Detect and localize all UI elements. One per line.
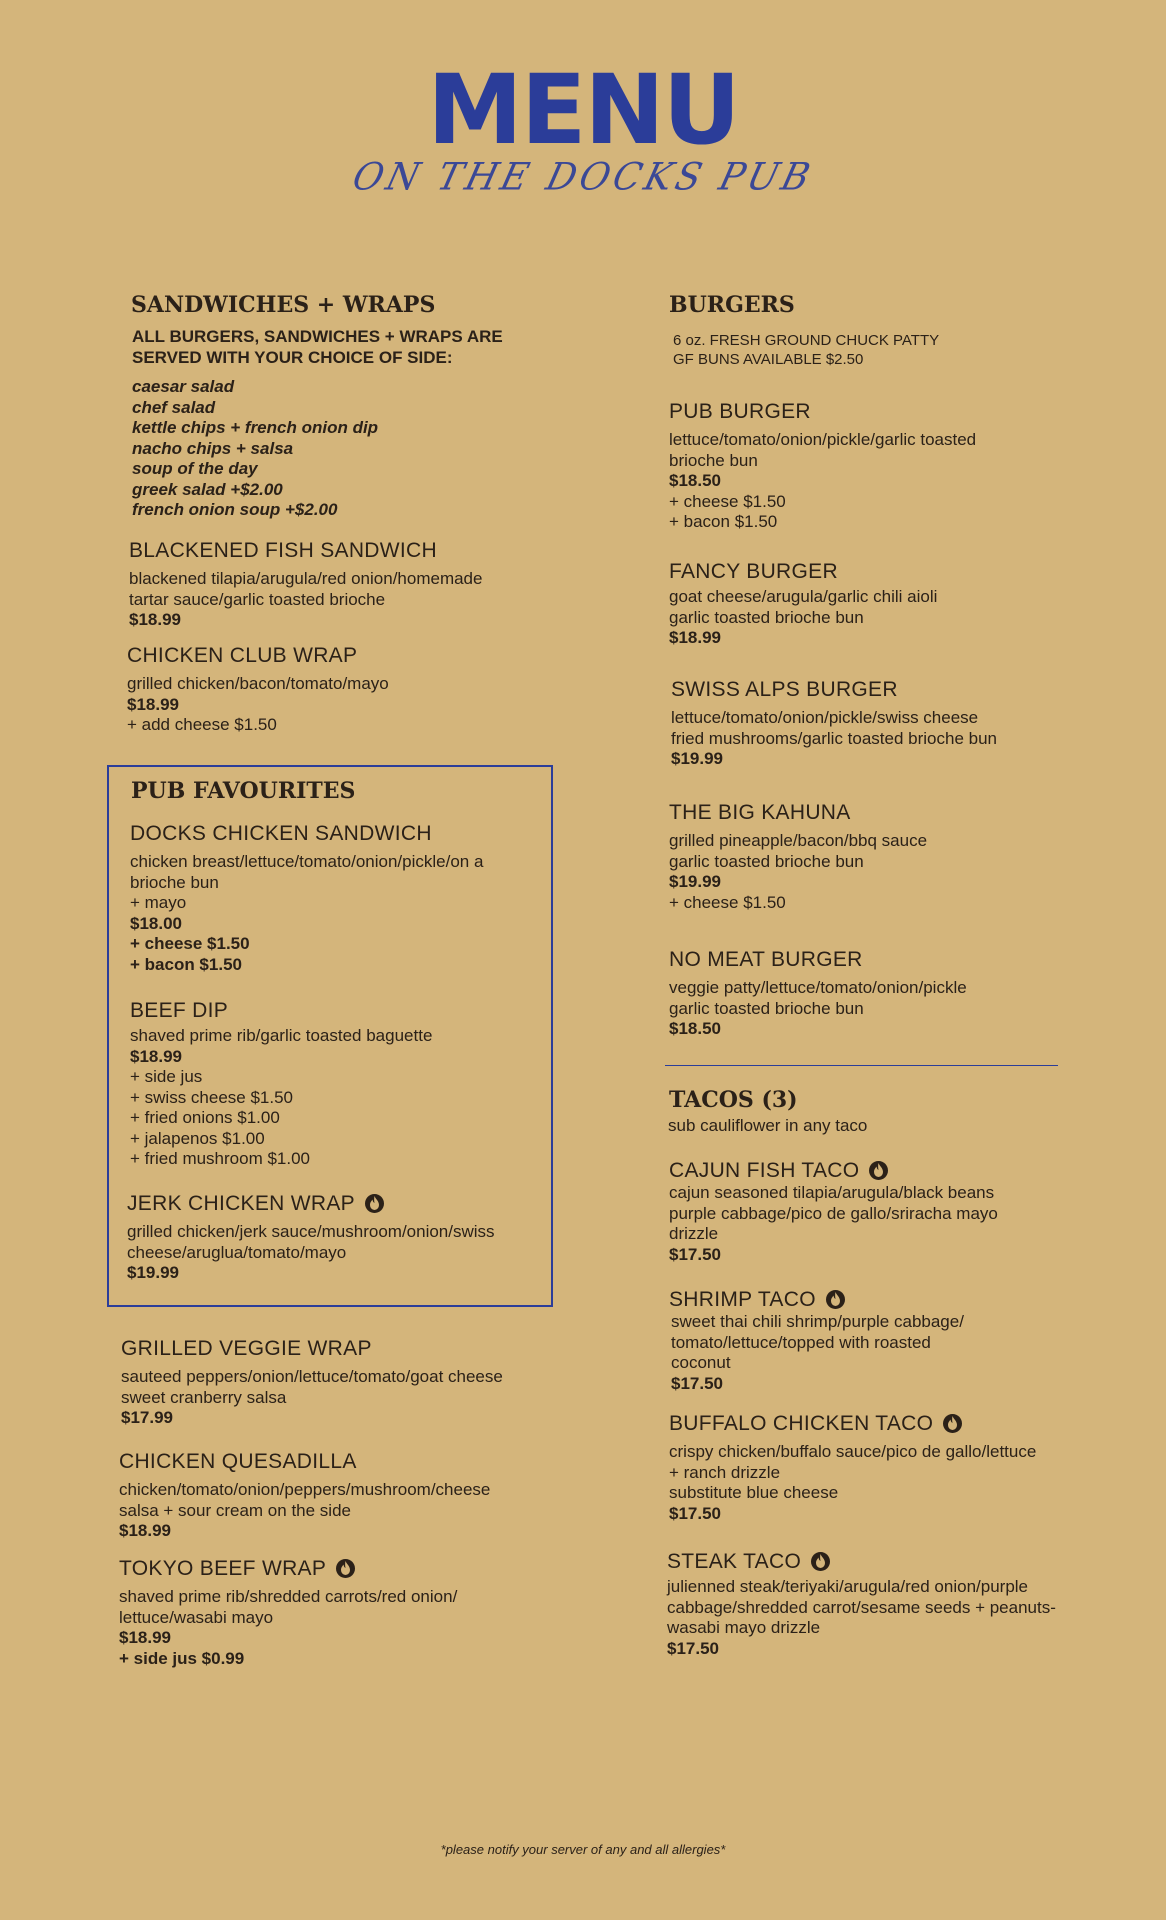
item-extra: + swiss cheese $1.50 <box>130 1087 294 1107</box>
item-name: SHRIMP TACO <box>669 1288 816 1311</box>
section-title-burgers: BURGERS <box>669 292 795 318</box>
item-description: tomato/lettuce/topped with roasted <box>671 1332 931 1352</box>
item-price: $17.99 <box>121 1408 173 1428</box>
item-price: $17.50 <box>669 1503 721 1523</box>
item-price: $18.50 <box>669 471 721 491</box>
menu-item-grilled-veggie-wrap <box>121 1336 503 1429</box>
item-description: chicken breast/lettuce/tomato/onion/pickle/on a <box>130 852 484 872</box>
item-name: BLACKENED FISH SANDWICH <box>129 539 437 562</box>
side-option: caesar salad <box>132 377 235 396</box>
burger-info <box>673 331 939 369</box>
item-description: cajun seasoned tilapia/arugula/black beans <box>669 1183 995 1203</box>
item-price: $19.99 <box>669 872 721 892</box>
menu-item-cajun-fish-taco <box>669 1158 998 1265</box>
item-description: sweet thai chili shrimp/purple cabbage/ <box>671 1312 964 1332</box>
menu-item-pub-burger <box>669 399 976 533</box>
item-description: grilled pineapple/bacon/bbq sauce <box>669 831 928 851</box>
item-name: THE BIG KAHUNA <box>669 801 851 824</box>
item-extra: + jalapenos $1.00 <box>130 1128 265 1148</box>
side-option: chef salad <box>132 397 216 417</box>
item-description: salsa + sour cream on the side <box>119 1500 351 1520</box>
item-description: + mayo <box>130 893 187 913</box>
item-name: BUFFALO CHICKEN TACO <box>669 1412 934 1435</box>
item-name: CAJUN FISH TACO <box>669 1159 860 1182</box>
menu-item-tokyo-beef-wrap <box>119 1556 457 1669</box>
item-description: sweet cranberry salsa <box>121 1387 287 1407</box>
item-description: julienned steak/teriyaki/arugula/red onion/purple <box>667 1577 1029 1597</box>
item-price: $18.99 <box>127 694 179 714</box>
item-price: $18.99 <box>130 1046 182 1066</box>
item-description: veggie patty/lettuce/tomato/onion/pickle <box>669 978 967 998</box>
side-option: french onion soup +$2.00 <box>132 500 338 519</box>
pub-name: ON THE DOCKS PUB <box>348 155 818 199</box>
flame-icon <box>336 1559 355 1578</box>
item-name-row <box>669 1411 1036 1436</box>
item-name: CHICKEN CLUB WRAP <box>127 644 358 667</box>
item-name-row <box>127 1191 495 1216</box>
item-description: chicken/tomato/onion/peppers/mushroom/cheese <box>119 1480 491 1500</box>
item-price: $17.50 <box>667 1638 719 1658</box>
item-name-row <box>669 1287 964 1312</box>
item-description: cheese/aruglua/tomato/mayo <box>127 1242 347 1262</box>
item-description: garlic toasted brioche bun <box>669 851 864 871</box>
sides-intro <box>132 327 503 368</box>
tacos-note: sub cauliflower in any taco <box>668 1116 868 1135</box>
menu-item-jerk-chicken-wrap <box>127 1191 495 1284</box>
menu-item-chicken-quesadilla <box>119 1449 490 1542</box>
menu-item-buffalo-chicken-taco <box>669 1411 1036 1524</box>
sides-intro-line: SERVED WITH YOUR CHOICE OF SIDE: <box>132 347 453 367</box>
item-price: $18.00 <box>130 913 182 933</box>
item-description: crispy chicken/buffalo sauce/pico de gallo/lettuce <box>669 1442 1037 1462</box>
sides-list <box>132 377 378 521</box>
item-description: tartar sauce/garlic toasted brioche <box>129 589 386 609</box>
menu-item-no-meat-burger <box>669 947 967 1040</box>
item-name: DOCKS CHICKEN SANDWICH <box>130 822 432 845</box>
item-description: substitute blue cheese <box>669 1483 839 1503</box>
side-option: nacho chips + salsa <box>132 438 294 458</box>
item-extra: + cheese $1.50 <box>669 892 786 912</box>
item-description: garlic toasted brioche bun <box>669 998 864 1018</box>
item-price: $17.50 <box>671 1373 723 1393</box>
item-extra: + fried mushroom $1.00 <box>130 1149 311 1169</box>
side-option: kettle chips + french onion dip <box>132 418 379 437</box>
flame-icon <box>811 1552 830 1571</box>
item-description: lettuce/tomato/onion/pickle/garlic toasted <box>669 430 977 450</box>
item-price: $18.99 <box>119 1628 171 1648</box>
flame-icon <box>826 1290 845 1309</box>
item-name: TOKYO BEEF WRAP <box>119 1557 327 1580</box>
sides-intro-line: ALL BURGERS, SANDWICHES + WRAPS ARE <box>132 327 503 346</box>
item-extra: + add cheese $1.50 <box>127 715 277 735</box>
item-price: $18.99 <box>129 610 181 630</box>
item-name: SWISS ALPS BURGER <box>671 678 898 701</box>
item-description: lettuce/wasabi mayo <box>119 1607 274 1627</box>
burger-info-line: GF BUNS AVAILABLE $2.50 <box>673 351 864 368</box>
item-extra: + cheese $1.50 <box>669 491 786 511</box>
item-description: coconut <box>671 1353 731 1373</box>
menu-item-docks-chicken-sandwich <box>130 821 483 975</box>
item-description: cabbage/shredded carrot/sesame seeds + peanuts- <box>667 1597 1056 1617</box>
item-extra: + fried onions $1.00 <box>130 1108 280 1128</box>
item-description: grilled chicken/jerk sauce/mushroom/onion/swiss <box>127 1222 495 1242</box>
item-name: CHICKEN QUESADILLA <box>119 1450 357 1473</box>
item-description: garlic toasted brioche bun <box>669 607 864 627</box>
menu-item-beef-dip <box>130 998 432 1170</box>
item-description: drizzle <box>669 1224 719 1244</box>
menu-item-chicken-club-wrap <box>127 643 389 736</box>
item-description: blackened tilapia/arugula/red onion/homemade <box>129 569 483 589</box>
flame-icon <box>943 1414 962 1433</box>
item-name: FANCY BURGER <box>669 560 838 583</box>
item-description: shaved prime rib/garlic toasted baguette <box>130 1026 433 1046</box>
item-extra: + side jus <box>130 1067 203 1087</box>
side-option: greek salad +$2.00 <box>132 479 283 499</box>
item-name-row <box>119 1556 457 1581</box>
menu-item-blackened-fish-sandwich <box>129 538 482 631</box>
item-name: PUB BURGER <box>669 400 811 423</box>
item-name: BEEF DIP <box>130 999 229 1022</box>
section-title-pub-favourites: PUB FAVOURITES <box>131 778 356 804</box>
item-description: wasabi mayo drizzle <box>667 1618 821 1638</box>
menu-item-fancy-burger <box>669 559 937 649</box>
side-option: soup of the day <box>132 459 258 478</box>
item-extra: + bacon $1.50 <box>669 512 778 532</box>
menu-title: MENU <box>427 54 739 166</box>
item-description: purple cabbage/pico de gallo/sriracha mayo <box>669 1203 998 1223</box>
item-name-row <box>667 1549 1056 1574</box>
section-title-sandwiches: SANDWICHES + WRAPS <box>131 292 436 318</box>
menu-item-swiss-alps-burger <box>671 677 997 770</box>
item-description: fried mushrooms/garlic toasted brioche bun <box>671 728 997 748</box>
item-price: $17.50 <box>669 1244 721 1264</box>
item-price: $18.50 <box>669 1019 721 1039</box>
item-price: $19.99 <box>671 749 723 769</box>
allergy-note: *please notify your server of any and all allergies* <box>440 1842 726 1857</box>
item-extra: + side jus $0.99 <box>119 1648 245 1668</box>
item-description: sauteed peppers/onion/lettuce/tomato/goat cheese <box>121 1367 503 1387</box>
item-description: + ranch drizzle <box>669 1462 781 1482</box>
menu-item-shrimp-taco <box>669 1287 964 1394</box>
item-price: $18.99 <box>669 628 721 648</box>
section-divider <box>665 1065 1058 1066</box>
item-name: STEAK TACO <box>667 1550 802 1573</box>
item-description: lettuce/tomato/onion/pickle/swiss cheese <box>671 708 979 728</box>
item-description: brioche bun <box>669 450 758 470</box>
item-name-row <box>669 1158 998 1183</box>
item-description: shaved prime rib/shredded carrots/red onion/ <box>119 1587 458 1607</box>
item-extra: + bacon $1.50 <box>130 954 242 974</box>
flame-icon <box>365 1194 384 1213</box>
item-name: GRILLED VEGGIE WRAP <box>121 1337 372 1360</box>
item-description: grilled chicken/bacon/tomato/mayo <box>127 674 389 694</box>
section-title-tacos: TACOS (3) <box>669 1087 798 1113</box>
item-description: brioche bun <box>130 872 219 892</box>
item-price: $19.99 <box>127 1263 179 1283</box>
item-name: NO MEAT BURGER <box>669 948 863 971</box>
menu-item-steak-taco <box>667 1549 1056 1659</box>
menu-item-the-big-kahuna <box>669 800 927 913</box>
item-extra: + cheese $1.50 <box>130 934 250 954</box>
item-price: $18.99 <box>119 1521 171 1541</box>
item-description: goat cheese/arugula/garlic chili aioli <box>669 587 938 607</box>
burger-info-line: 6 oz. FRESH GROUND CHUCK PATTY <box>673 332 940 349</box>
flame-icon <box>869 1161 888 1180</box>
item-name: JERK CHICKEN WRAP <box>127 1192 355 1215</box>
